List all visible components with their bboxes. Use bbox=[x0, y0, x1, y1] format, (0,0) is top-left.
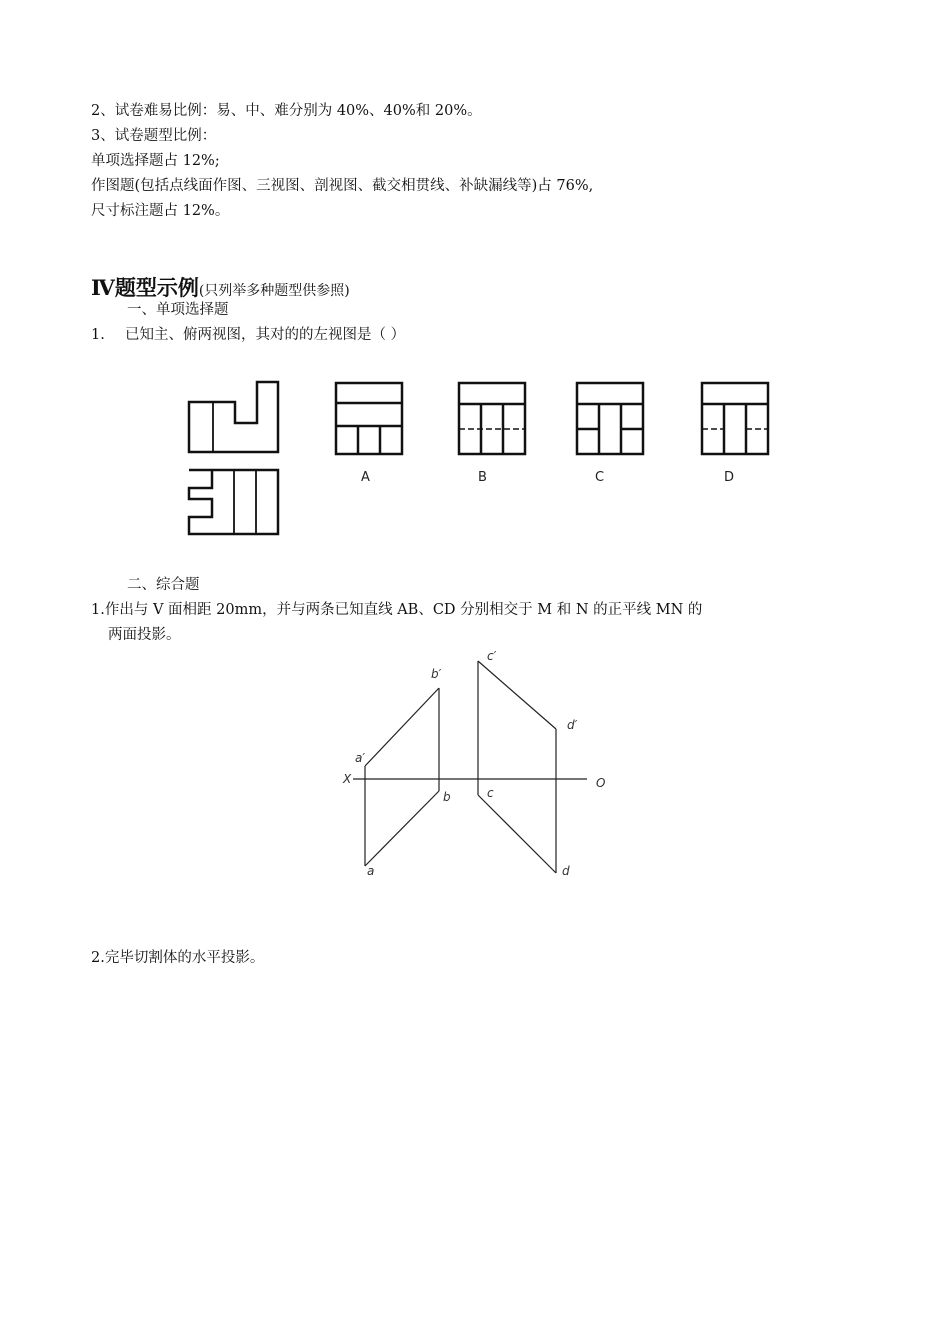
option-c-drawing bbox=[577, 383, 643, 454]
question-1-text: 已知主、俯两视图，其对的的左视图是（ ） bbox=[125, 327, 406, 343]
section-heading-note: (只列举多种题型供参照) bbox=[198, 283, 350, 299]
question-2-line-1: 1.作出与 V 面相距 20mm，并与两条已知直线 AB、CD 分别相交于 M 和 N 的正平线 MN 的 bbox=[91, 602, 703, 618]
label-b: b bbox=[443, 790, 451, 804]
line-cd-front bbox=[478, 661, 556, 729]
comprehensive-section-title: 二、综合题 bbox=[127, 577, 200, 593]
label-o: O bbox=[596, 776, 606, 790]
option-b-drawing bbox=[459, 383, 525, 454]
front-view bbox=[189, 382, 278, 452]
option-a-drawing bbox=[336, 383, 402, 454]
question-type-ratio-title: 3、试卷题型比例： bbox=[91, 128, 217, 144]
option-d-label[interactable]: D bbox=[724, 470, 735, 485]
question-3-text: 2.完毕切割体的水平投影。 bbox=[91, 950, 265, 966]
line-ab-front bbox=[365, 688, 439, 766]
single-choice-section-title: 一、单项选择题 bbox=[127, 302, 229, 318]
label-b-prime: b′ bbox=[431, 667, 442, 681]
single-choice-ratio: 单项选择题占 12%; bbox=[91, 153, 220, 169]
label-d-prime: d′ bbox=[567, 718, 578, 732]
question-2-line-2: 两面投影。 bbox=[108, 627, 181, 643]
line-projection-figure bbox=[335, 645, 625, 885]
label-c: c bbox=[487, 786, 494, 800]
label-d: d bbox=[562, 864, 570, 878]
section-heading-main: Ⅳ题型示例 bbox=[91, 275, 199, 300]
label-a: a bbox=[367, 864, 375, 878]
difficulty-ratio: 2、试卷难易比例：易、中、难分别为 40%、40%和 20%。 bbox=[91, 103, 482, 119]
drawing-ratio: 作图题(包括点线面作图、三视图、剖视图、截交相贯线、补缺漏线等)占 76%, bbox=[91, 178, 594, 194]
section-heading bbox=[91, 272, 350, 302]
line-cd-top bbox=[478, 795, 556, 873]
label-c-prime: c′ bbox=[487, 649, 497, 663]
label-a-prime: a′ bbox=[355, 751, 366, 765]
label-x: X bbox=[343, 772, 352, 786]
question-1-number: 1. bbox=[91, 327, 105, 343]
option-c-label[interactable]: C bbox=[595, 470, 605, 485]
option-a-label[interactable]: A bbox=[361, 470, 370, 485]
option-b-label[interactable]: B bbox=[478, 470, 487, 485]
option-d-drawing bbox=[702, 383, 768, 454]
line-ab-top bbox=[365, 791, 439, 866]
three-view-figure bbox=[180, 372, 780, 547]
dimension-ratio: 尺寸标注题占 12%。 bbox=[91, 203, 230, 219]
